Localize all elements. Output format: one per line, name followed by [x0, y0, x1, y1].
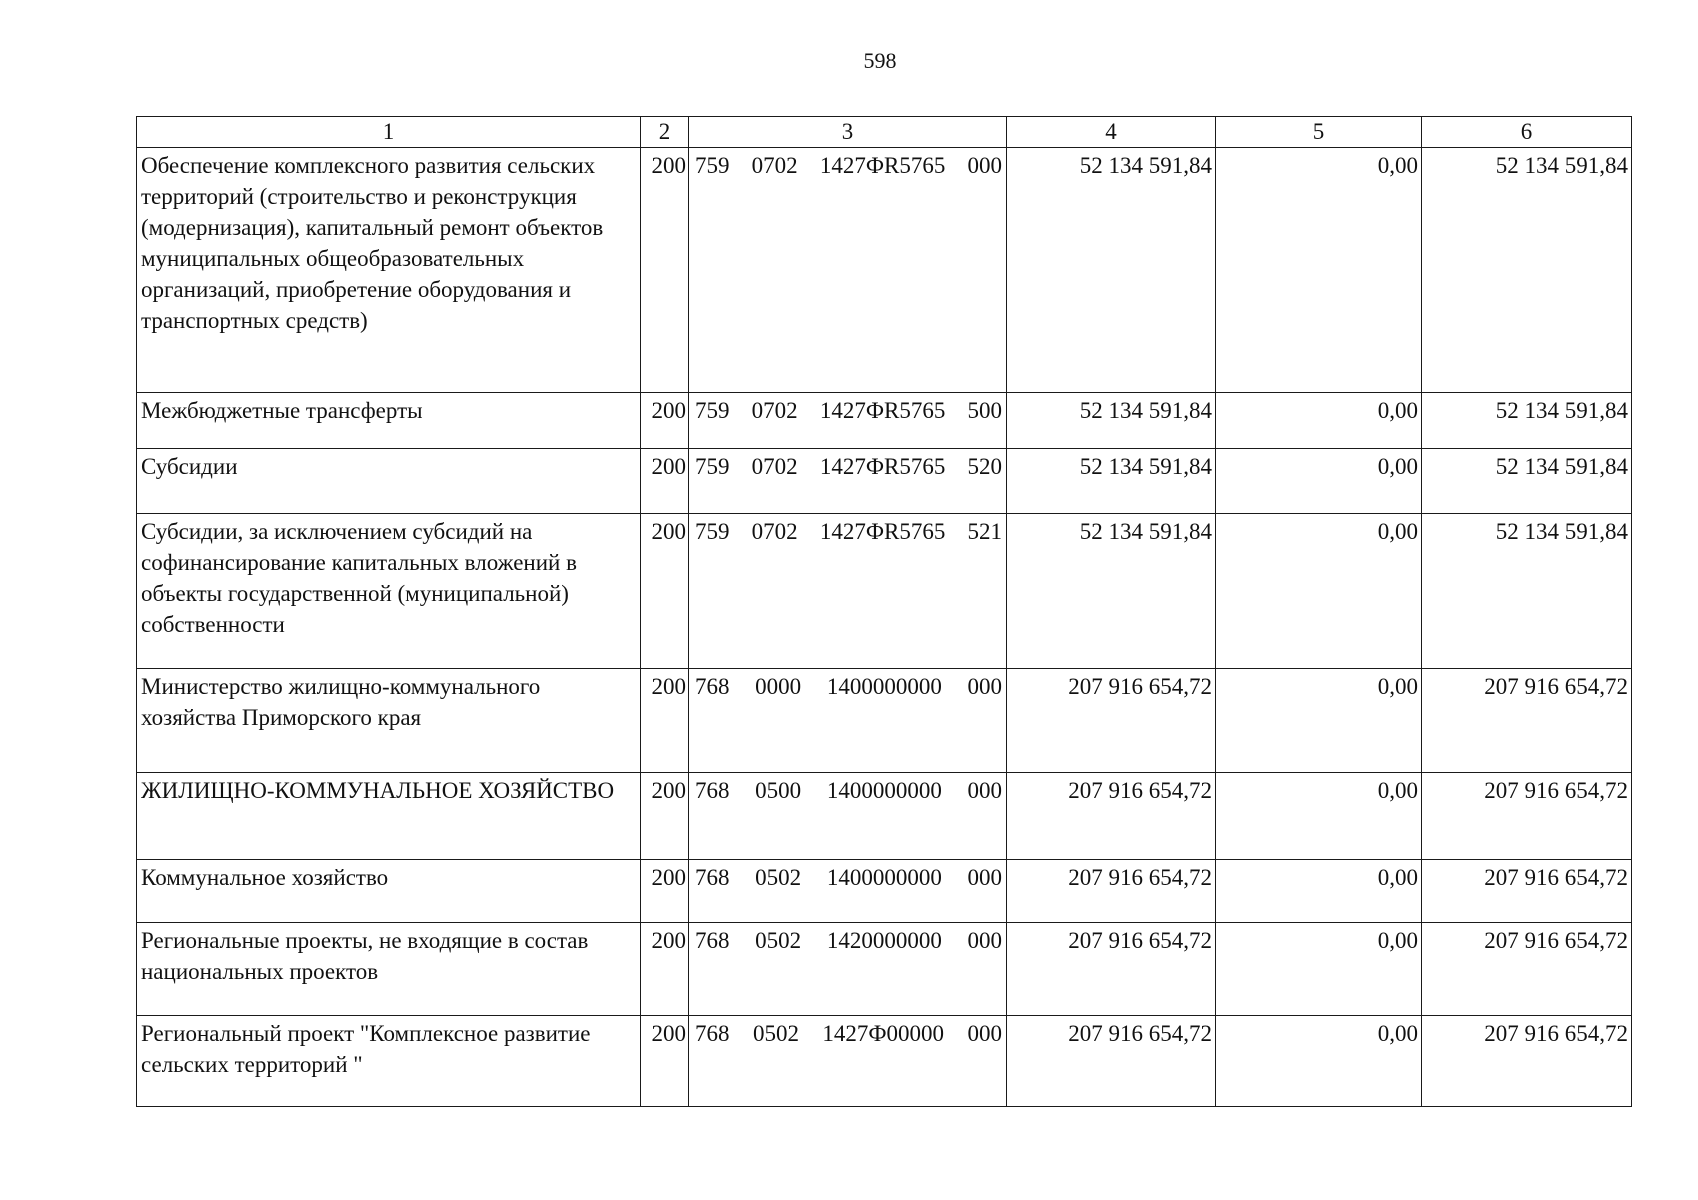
row-col5: 0,00	[1216, 1016, 1422, 1107]
code-type: 500	[967, 398, 1002, 423]
row-col2: 200	[641, 514, 689, 669]
code-target: 1427ФR5765	[819, 398, 946, 423]
code-section: 0502	[755, 928, 802, 953]
row-col4: 207 916 654,72	[1007, 860, 1216, 923]
code-gr: 768	[695, 674, 730, 699]
row-col5: 0,00	[1216, 860, 1422, 923]
row-col6: 207 916 654,72	[1422, 669, 1632, 773]
row-name: Министерство жилищно-коммунального хозяйства Приморского края	[137, 669, 641, 773]
code-type: 000	[967, 865, 1002, 890]
row-col5: 0,00	[1216, 148, 1422, 393]
row-name: ЖИЛИЩНО-КОММУНАЛЬНОЕ ХОЗЯЙСТВО	[137, 773, 641, 860]
row-name: Коммунальное хозяйство	[137, 860, 641, 923]
code-section: 0702	[751, 153, 798, 178]
table-row	[137, 773, 1632, 860]
page-number: 598	[863, 48, 897, 73]
code-section: 0500	[755, 778, 802, 803]
column-header: 5	[1216, 117, 1422, 148]
row-col5: 0,00	[1216, 923, 1422, 1016]
column-header: 3	[689, 117, 1007, 148]
code-section: 0000	[755, 674, 802, 699]
column-header: 1	[137, 117, 641, 148]
row-classification-code	[689, 514, 1007, 669]
row-name: Субсидии	[137, 449, 641, 514]
row-classification-code	[689, 393, 1007, 449]
row-name: Обеспечение комплексного развития сельских территорий (строительство и реконструкция (модернизация), капитальный ремонт объектов муниципальных общеобразовательных организаций, приобретение оборудования и транспортных средств)	[137, 148, 641, 393]
table-row	[137, 393, 1632, 449]
code-target: 1400000000	[826, 674, 942, 699]
row-col2: 200	[641, 449, 689, 514]
row-col4: 207 916 654,72	[1007, 669, 1216, 773]
row-col6: 52 134 591,84	[1422, 148, 1632, 393]
row-name: Региональный проект "Комплексное развитие сельских территорий "	[137, 1016, 641, 1107]
row-classification-code	[689, 148, 1007, 393]
row-col6: 52 134 591,84	[1422, 449, 1632, 514]
row-col2: 200	[641, 923, 689, 1016]
table-header-row	[137, 117, 1632, 148]
code-gr: 759	[695, 519, 730, 544]
row-col2: 200	[641, 1016, 689, 1107]
table-row	[137, 148, 1632, 393]
row-col5: 0,00	[1216, 393, 1422, 449]
code-target: 1400000000	[826, 865, 942, 890]
row-classification-code	[689, 449, 1007, 514]
row-classification-code	[689, 923, 1007, 1016]
row-col4: 52 134 591,84	[1007, 393, 1216, 449]
row-col5: 0,00	[1216, 773, 1422, 860]
row-col6: 207 916 654,72	[1422, 773, 1632, 860]
budget-table	[136, 116, 1632, 1107]
code-type: 000	[967, 1021, 1002, 1046]
code-section: 0502	[755, 865, 802, 890]
code-target: 1427Ф00000	[822, 1021, 945, 1046]
code-type: 521	[967, 519, 1002, 544]
row-col5: 0,00	[1216, 669, 1422, 773]
row-col4: 52 134 591,84	[1007, 514, 1216, 669]
row-col2: 200	[641, 860, 689, 923]
row-col4: 207 916 654,72	[1007, 923, 1216, 1016]
column-header: 4	[1007, 117, 1216, 148]
row-classification-code	[689, 1016, 1007, 1107]
code-target: 1400000000	[826, 778, 942, 803]
table-row	[137, 923, 1632, 1016]
row-classification-code	[689, 773, 1007, 860]
row-col2: 200	[641, 393, 689, 449]
code-gr: 768	[695, 778, 730, 803]
code-target: 1420000000	[826, 928, 942, 953]
code-section: 0702	[751, 519, 798, 544]
table-row	[137, 860, 1632, 923]
code-target: 1427ФR5765	[819, 519, 946, 544]
row-col6: 52 134 591,84	[1422, 393, 1632, 449]
table-row	[137, 449, 1632, 514]
code-type: 000	[967, 674, 1002, 699]
row-col2: 200	[641, 773, 689, 860]
code-type: 520	[967, 454, 1002, 479]
row-col4: 207 916 654,72	[1007, 773, 1216, 860]
code-gr: 759	[695, 153, 730, 178]
column-header: 6	[1422, 117, 1632, 148]
code-section: 0702	[751, 398, 798, 423]
code-type: 000	[967, 778, 1002, 803]
row-name: Региональные проекты, не входящие в состав национальных проектов	[137, 923, 641, 1016]
row-classification-code	[689, 669, 1007, 773]
table-row	[137, 1016, 1632, 1107]
code-type: 000	[967, 928, 1002, 953]
row-classification-code	[689, 860, 1007, 923]
code-target: 1427ФR5765	[819, 454, 946, 479]
code-section: 0502	[752, 1021, 799, 1046]
row-col4: 52 134 591,84	[1007, 449, 1216, 514]
table-row	[137, 514, 1632, 669]
row-col5: 0,00	[1216, 514, 1422, 669]
row-col6: 207 916 654,72	[1422, 1016, 1632, 1107]
code-gr: 768	[695, 928, 730, 953]
row-col6: 52 134 591,84	[1422, 514, 1632, 669]
code-gr: 759	[695, 454, 730, 479]
row-col2: 200	[641, 148, 689, 393]
code-gr: 768	[695, 865, 730, 890]
code-section: 0702	[751, 454, 798, 479]
row-col5: 0,00	[1216, 449, 1422, 514]
row-name: Межбюджетные трансферты	[137, 393, 641, 449]
row-col4: 207 916 654,72	[1007, 1016, 1216, 1107]
column-header: 2	[641, 117, 689, 148]
code-gr: 759	[695, 398, 730, 423]
row-col4: 52 134 591,84	[1007, 148, 1216, 393]
table-row	[137, 669, 1632, 773]
code-gr: 768	[695, 1021, 730, 1046]
row-col6: 207 916 654,72	[1422, 923, 1632, 1016]
row-name: Субсидии, за исключением субсидий на софинансирование капитальных вложений в объекты государственной (муниципальной) собственности	[137, 514, 641, 669]
code-target: 1427ФR5765	[819, 153, 946, 178]
row-col6: 207 916 654,72	[1422, 860, 1632, 923]
row-col2: 200	[641, 669, 689, 773]
code-type: 000	[967, 153, 1002, 178]
